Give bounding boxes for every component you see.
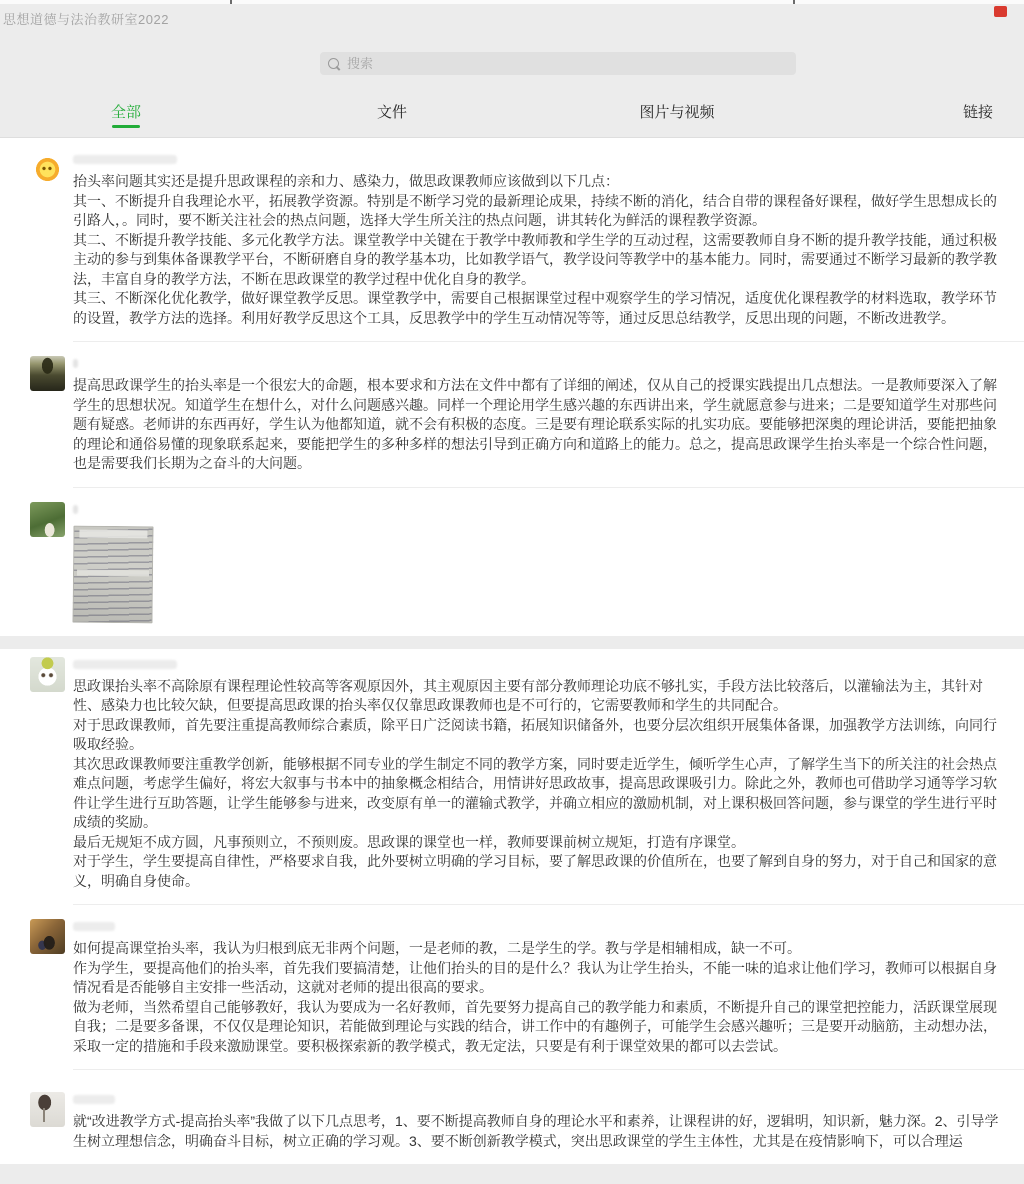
paragraph: 作为学生，要提高他们的抬头率，首先我们要搞清楚，让他们抬头的目的是什么？我认为让学生抬头，不能一味的追求让他们学习，教师可以根据自身情况看是否能够自主安排一些活动，这就对老师的提出很高的要求。 bbox=[73, 959, 997, 995]
paragraph: 就“改进教学方式-提高抬头率”我做了以下几点思考，1、要不断提高教师自身的理论水平和素养，让课程讲的好，逻辑明，知识新，魅力深。2、引导学生树立理想信念，明确奋斗目标，树立正确的学习观。3、要不断创新教学模式，突出思政课堂的学生主体性，尤其是在疫情影响下，可以合理运 bbox=[73, 1113, 999, 1149]
paragraph: 其次思政课教师要注重教学创新，能够根据不同专业的学生制定不同的教学方案，同时要走近学生，倾听学生心声，了解学生当下的所关注的社会热点难点问题，考虑学生偏好，将宏大叙事与书本中的抽象概念相结合，用情讲好思政故事，提高思政课吸引力。除此之外，教师也可借助学习通等学习软件让学生进行互助答题，让学生能够参与进来，改变原有单一的灌输式教学，并确立相应的激励机制，对上课积极回答问题，参与课堂的学生进行平时成绩的奖励。 bbox=[73, 755, 997, 830]
search-header bbox=[0, 4, 1024, 138]
search-input[interactable] bbox=[345, 55, 788, 72]
tab-images-videos[interactable]: 图片与视频 bbox=[639, 104, 715, 121]
family-outdoor-photo-avatar[interactable] bbox=[30, 919, 65, 954]
message-row bbox=[0, 342, 1024, 487]
tab-files[interactable]: 文件 bbox=[376, 104, 407, 121]
sun-emoji-avatar[interactable] bbox=[30, 152, 65, 187]
message-row bbox=[0, 488, 1024, 636]
paragraph: 抬头率问题其实还是提升思政课程的亲和力、感染力，做思政课教师应该做到以下几点： bbox=[73, 173, 619, 189]
message-text bbox=[73, 172, 1007, 328]
message-row bbox=[0, 905, 1024, 1069]
paragraph: 做为老师，当然希望自己能够教好，我认为要成为一名好教师，首先要努力提高自己的教学能力和素质，不断提升自己的课堂把控能力，活跃课堂展现自我；二是要多备课，不仅仅是理论知识，若能做到理论与实践的结合，讲工作中的有趣例子，可能学生会感兴趣听；三是要开动脑筋，主动想办法，采取一定的措施和手段来激励课堂。要积极探索新的教学模式，教无定法，只要是有利于课堂效果的都可以去尝试。 bbox=[73, 998, 997, 1054]
sender-name-redacted bbox=[73, 922, 115, 931]
section-gap bbox=[0, 636, 1024, 649]
sender-name-redacted bbox=[73, 359, 78, 368]
active-tab-underline bbox=[112, 125, 140, 128]
temple-photo-avatar[interactable] bbox=[30, 356, 65, 391]
sender-name-redacted bbox=[73, 1095, 115, 1104]
paragraph: 对于学生，学生要提高自律性，严格要求自我，此外要树立明确的学习目标，要了解思政课的价值所在，也要了解到自身的努力，对于自己和国家的意义，明确自身使命。 bbox=[73, 853, 997, 889]
message-text bbox=[73, 1112, 1007, 1151]
person-greenery-photo-avatar[interactable] bbox=[30, 502, 65, 537]
search-icon bbox=[328, 58, 339, 69]
message-row bbox=[0, 138, 1024, 341]
sender-name-redacted bbox=[73, 155, 177, 164]
message-text bbox=[73, 939, 1007, 1056]
paragraph: 思政课抬头率不高除原有课程理论性较高等客观原因外，其主观原因主要有部分教师理论功底不够扎实，手段方法比较落后，以灌输法为主，其针对性、感染力也比较欠缺，但要提高思政课的抬头率仅仅靠思政课教师也是不可行的，它需要教师和学生的共同配合。 bbox=[73, 677, 983, 713]
paragraph: 对于思政课教师，首先要注重提高教师综合素质，除平日广泛阅读书籍，拓展知识储备外，也要分层次组织开展集体备课，加强教学方法训练，向同行吸取经验。 bbox=[73, 716, 997, 752]
handwritten-note-photo[interactable] bbox=[72, 525, 153, 623]
red-badge bbox=[994, 6, 1007, 17]
bird-photo-avatar[interactable] bbox=[30, 1092, 65, 1127]
sender-name-redacted bbox=[73, 505, 78, 514]
paragraph: 其一、不断提升自我理论水平，拓展教学资源。特别是不断学习党的最新理论成果，持续不断的消化，结合自带的课程备好课程，做好学生思想成长的引路人，。同时，要不断关注社会的热点问题，选择大学生所关注的热点问题，讲其转化为鲜活的课程教学资源。 bbox=[73, 192, 997, 228]
message-text bbox=[73, 677, 1007, 892]
message-row bbox=[0, 1070, 1024, 1164]
chat-title: 思想道德与法治教研室2022 bbox=[3, 12, 169, 27]
tab-links[interactable]: 链接 bbox=[962, 104, 993, 121]
paragraph: 最后无规矩不成方圆，凡事预则立，不预则废。思政课的课堂也一样，教师要课前树立规矩，打造有序课堂。 bbox=[73, 833, 745, 850]
sender-name-redacted bbox=[73, 660, 177, 669]
paragraph: 如何提高课堂抬头率，我认为归根到底无非两个问题，一是老师的教，二是学生的学。教与学是相辅相成，缺一不可。 bbox=[73, 940, 801, 956]
paragraph: 其二、不断提升教学技能、多元化教学方法。课堂教学中关键在于教学中教师教和学生学的互动过程，这需要教师自身不断的提升教学技能，通过积极主动的参与到集体备课教学平台，不断研磨自身的教学基本功，比如教学语气，教学设问等教学中的基本能力。同时，需要通过不断学习最新的教学教法，丰富自身的教学方法，不断在思政课堂的教学过程中优化自身的教学。 bbox=[73, 231, 997, 287]
filter-tabs bbox=[0, 101, 1024, 131]
search-box[interactable] bbox=[320, 52, 796, 75]
cartoon-dog-avatar[interactable] bbox=[30, 657, 65, 692]
tab-all[interactable]: 全部 bbox=[110, 104, 141, 121]
message-list bbox=[0, 138, 1024, 1164]
message-text bbox=[73, 376, 1007, 474]
paragraph: 提高思政课学生的抬头率是一个很宏大的命题，根本要求和方法在文件中都有了详细的阐述，仅从自己的授课实践提出几点想法。一是教师要深入了解学生的思想状况。知道学生在想什么，对什么问题感兴趣。同样一个理论用学生感兴趣的东西讲出来，学生就愿意参与进来；二是要知道学生对那些问题有疑惑。老师讲的东西再好，学生认为他都知道，就不会有积极的态度。三是要有理论联系实际的扎实功底。要能够把深奥的理论讲活，要能把抽象的理论和通俗易懂的现象联系起来，要能把学生的多种多样的想法引导到正确方向和道路上的能力。总之，提高思政课学生抬头率是一个综合性问题，也是需要我们长期为之奋斗的大问题。 bbox=[73, 377, 997, 471]
message-row bbox=[0, 649, 1024, 905]
paragraph: 其三、不断深化优化教学，做好课堂教学反思。课堂教学中，需要自己根据课堂过程中观察学生的学习情况，适度优化课程教学的材料选取，教学环节的设置，教学方法的选择。利用好教学反思这个工具，反思教学中的学生互动情况等等，通过反思总结教学，反思出现的问题，不断改进教学。 bbox=[73, 290, 997, 326]
